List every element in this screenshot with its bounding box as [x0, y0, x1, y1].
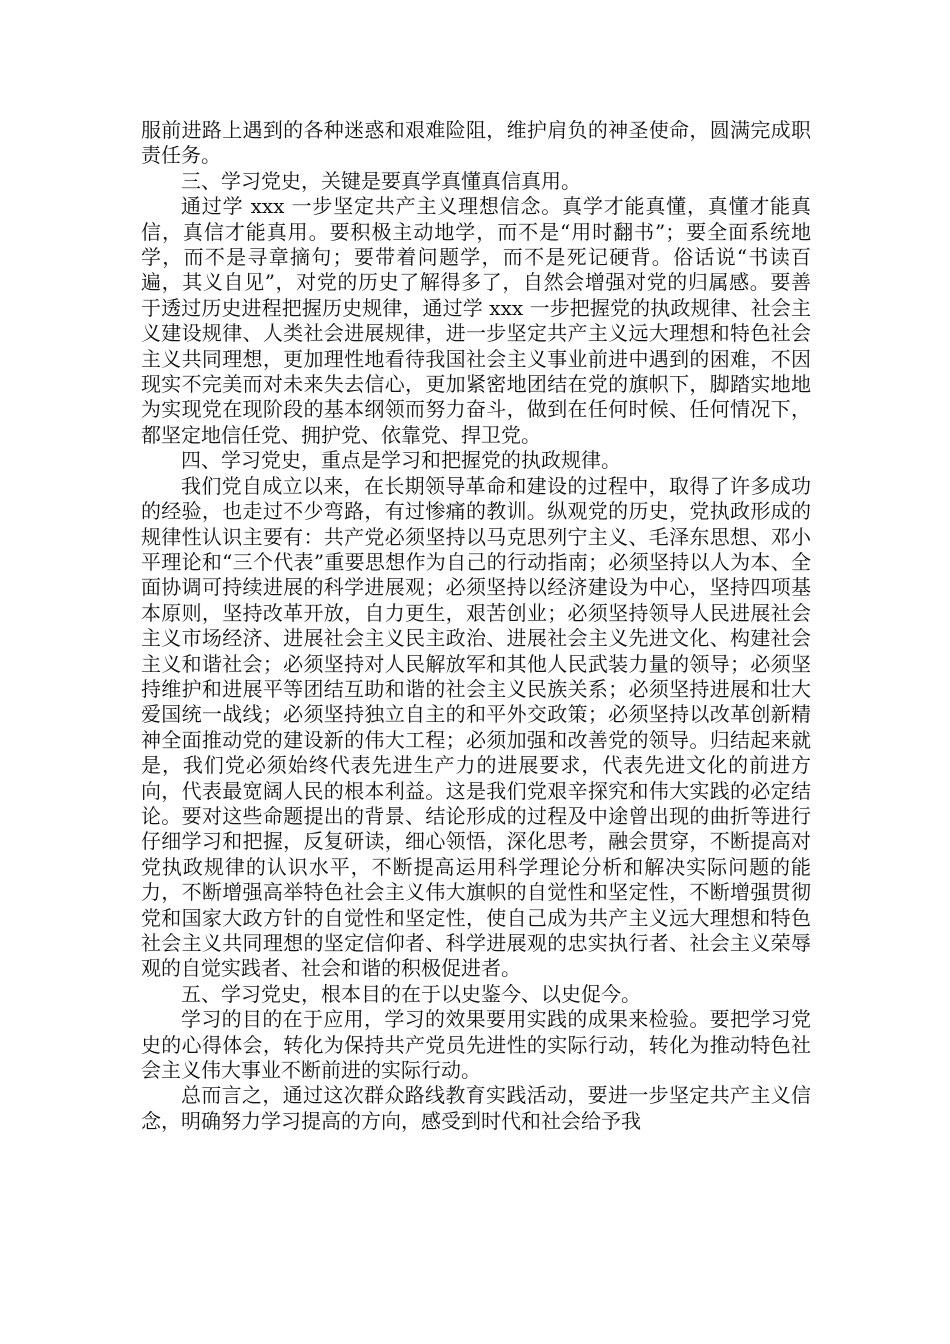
paragraph-continuation: 服前进路上遇到的各种迷惑和艰难险阻，维护肩负的神圣使命，圆满完成职责任务。 — [141, 118, 811, 168]
section-heading-5: 五、学习党史，根本目的在于以史鉴今、以史促今。 — [181, 981, 641, 1006]
paragraph-section-3-body: 通过学 xxx 一步坚定共产主义理想信念。真学才能真懂，真懂才能真信，真信才能真用。要积极主动地学，而不是“用时翻书”；要全面系统地学，而不是寻章摘句；要带着问题学，而不是死记硬背。俗话说“书读百遍，其义自见”，对党的历史了解得多了，自然会增强对党的归属感。要善于透过历史进程把握历史规律，通过学 xxx 一步把握党的执政规律、社会主义建设规律、人类社会进展规律，进一步坚定共产主义远大理想和特色社会主义共同理想，更加理性地看待我国社会主义事业前进中遇到的困难，不因现实不完美而对未来失去信心，更加紧密地团结在党的旗帜下，脚踏实地地为实现党在现阶段的基本纲领而努力奋斗，做到在任何时候、任何情况下，都坚定地信任党、拥护党、依靠党、捍卫党。 — [141, 194, 811, 447]
paragraph-section-5-body: 学习的目的在于应用，学习的效果要用实践的成果来检验。要把学习党史的心得体会，转化为保持共产党员先进性的实际行动，转化为推动特色社会主义伟大事业不断前进的实际行动。 — [141, 1007, 811, 1083]
section-heading-3: 三、学习党史，关键是要真学真懂真信真用。 — [181, 168, 581, 193]
document-page — [141, 118, 811, 1134]
paragraph-conclusion: 总而言之，通过这次群众路线教育实践活动，要进一步坚定共产主义信念，明确努力学习提高的方向，感受到时代和社会给予我 — [141, 1083, 811, 1133]
paragraph-section-4-body: 我们党自成立以来，在长期领导革命和建设的过程中，取得了许多成功的经验，也走过不少弯路，有过惨痛的教训。纵观党的历史，党执政形成的规律性认识主要有：共产党必须坚持以马克思列宁主义、毛泽东思想、邓小平理论和“三个代表”重要思想作为自己的行动指南；必须坚持以人为本、全面协调可持续进展的科学进展观；必须坚持以经济建设为中心，坚持四项基本原则，坚持改革开放，自力更生，艰苦创业；必须坚持领导人民进展社会主义市场经济、进展社会主义民主政治、进展社会主义先进文化、构建社会主义和谐社会；必须坚持对人民解放军和其他人民武装力量的领导；必须坚持维护和进展平等团结互助和谐的社会主义民族关系；必须坚持进展和壮大爱国统一战线；必须坚持独立自主的和平外交政策；必须坚持以改革创新精神全面推动党的建设新的伟大工程；必须加强和改善党的领导。归结起来就是，我们党必须始终代表先进生产力的进展要求，代表先进文化的前进方向，代表最宽阔人民的根本利益。这是我们党艰辛探究和伟大实践的必定结论。要对这些命题提出的背景、结论形成的过程及中途曾出现的曲折等进行仔细学习和把握，反复研读，细心领悟，深化思考，融会贯穿，不断提高对党执政规律的认识水平，不断提高运用科学理论分析和解决实际问题的能力，不断增强高举特色社会主义伟大旗帜的自觉性和坚定性，不断增强贯彻党和国家大政方针的自觉性和坚定性，使自己成为共产主义远大理想和特色社会主义共同理想的坚定信仰者、科学进展观的忠实执行者、社会主义荣辱观的自觉实践者、社会和谐的积极促进者。 — [141, 473, 811, 981]
section-heading-4: 四、学习党史，重点是学习和把握党的执政规律。 — [181, 448, 621, 473]
